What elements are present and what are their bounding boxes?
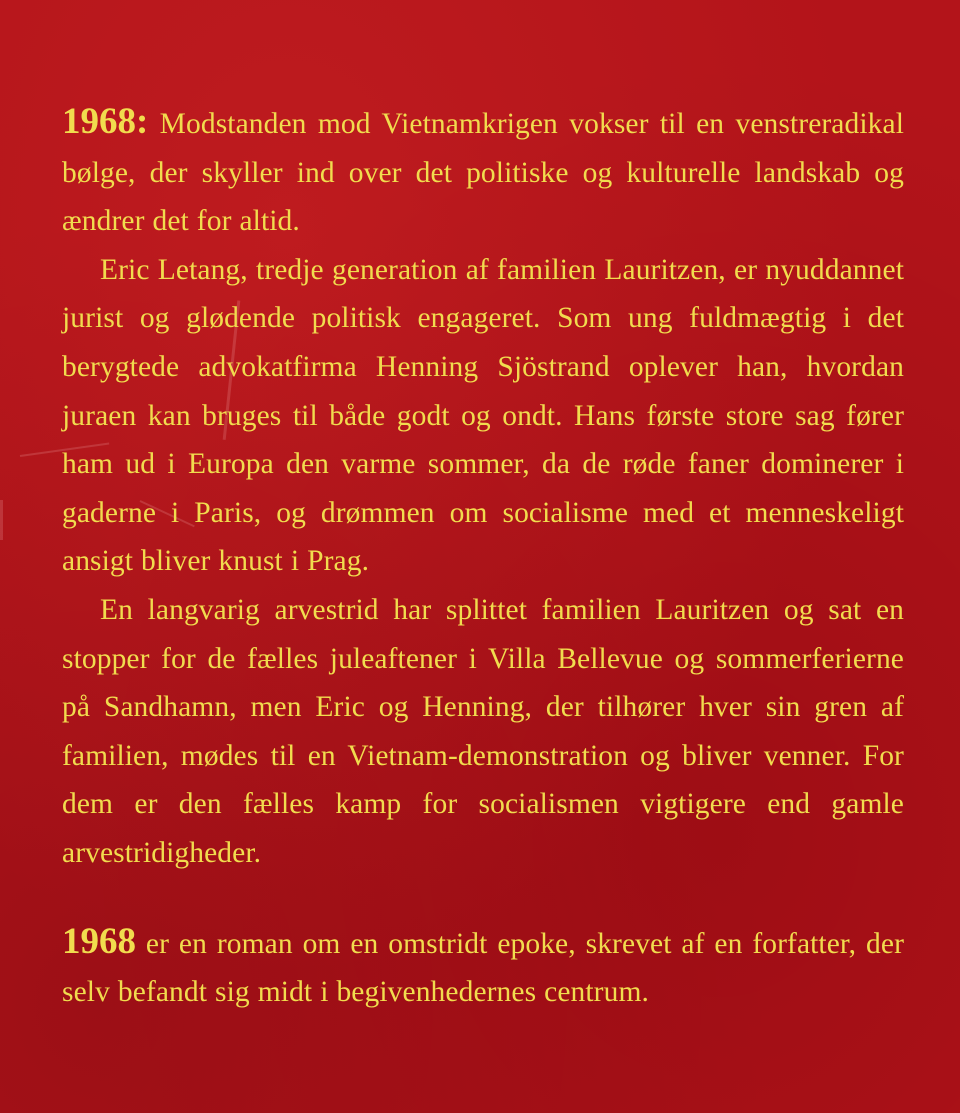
blurb-paragraph-family: En langvarig arvestrid har splittet familien Lauritzen og sat en stopper for de fælles juleaftener i Villa Bellevue og sommerferierne på Sandhamn, men Eric og Henning, der tilhører hver sin gren af familien, mødes til en Vietnam-demonstration og bliver venner. For dem er den fælles kamp for socialismen vigtigere end gamle arvestridigheder. [62, 593, 904, 869]
blurb-paragraph-summary [62, 918, 904, 1017]
blurb-text-block [62, 98, 904, 1017]
book-title: 1968 [62, 920, 136, 962]
intro-text: Modstanden mod Vietnamkrigen vokser til en venstreradikal bølge, der skyller ind over det politiske og kulturelle landskab og ændrer det for altid. [62, 108, 904, 238]
year-heading: 1968: [62, 101, 149, 142]
blurb-paragraph-intro [62, 98, 904, 246]
summary-text: er en roman om en omstridt epoke, skrevet af en forfatter, der selv befandt sig midt i begivenhedernes centrum. [62, 927, 904, 1009]
blurb-paragraph-eric: Eric Letang, tredje generation af familien Lauritzen, er nyuddannet jurist og glødende politisk engageret. Som ung fuldmægtig i det berygtede advokatfirma Henning Sjöstrand oplever han, hvordan juraen kan bruges til både godt og ondt. Hans første store sag fører ham ud i Europa den varme sommer, da de røde faner dominerer i gaderne i Paris, og drømmen om socialisme med et menneskeligt ansigt bliver knust i Prag. [62, 253, 904, 578]
cover-scratch [0, 500, 3, 540]
paragraph-spacer [62, 878, 904, 918]
